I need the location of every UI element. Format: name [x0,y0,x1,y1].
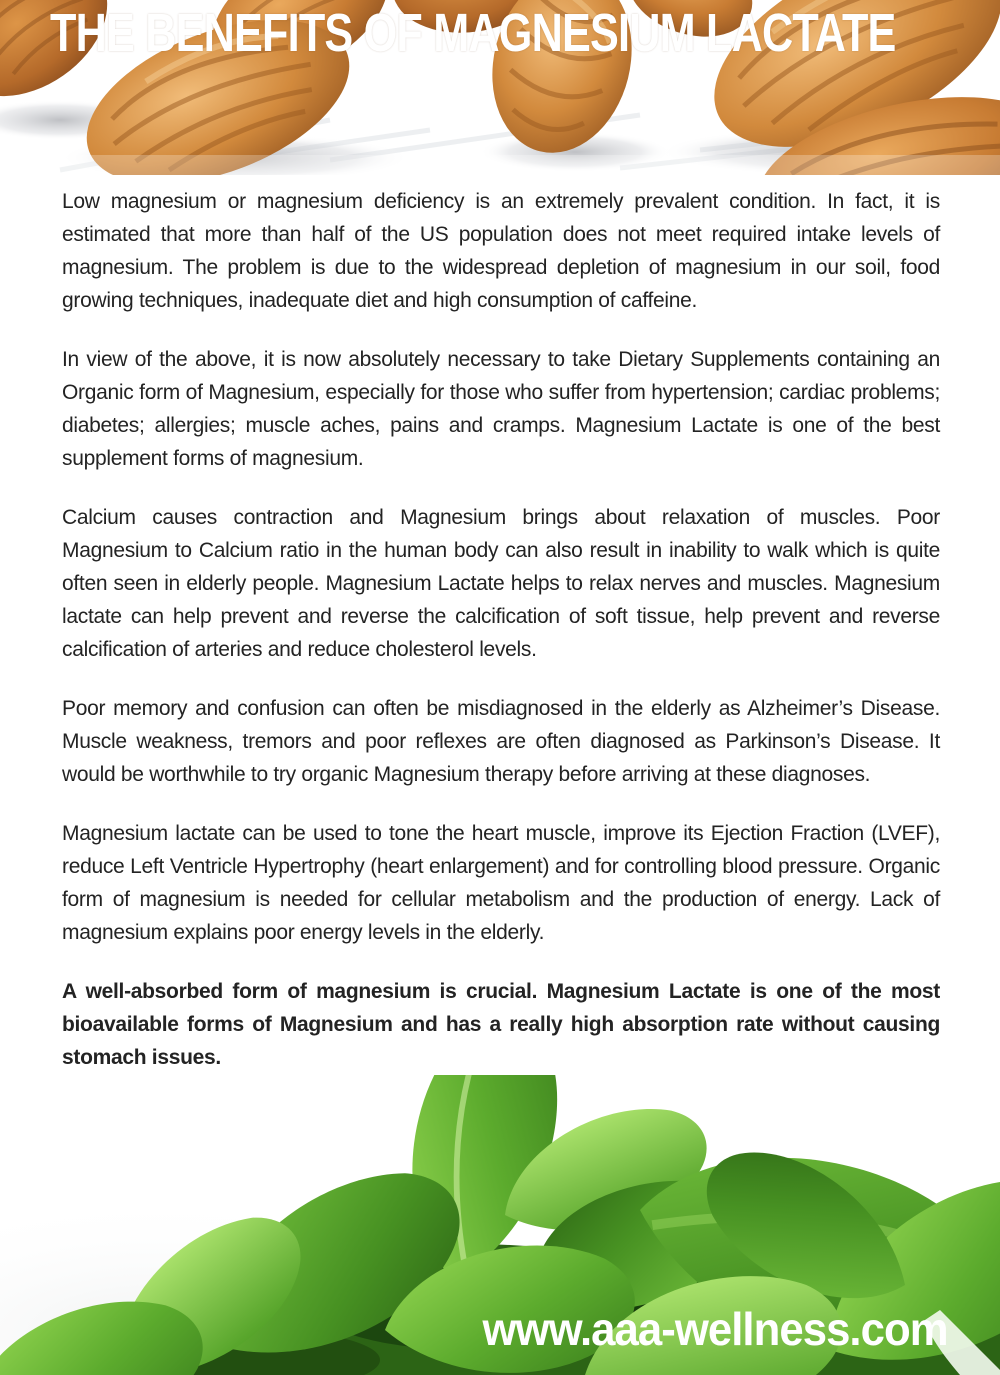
body-paragraph-emphasis: A well-absorbed form of magnesium is crucial. Magnesium Lactate is one of the most bioavailable forms of Magnesium and has a really high absorption rate without causing stomach issues. [62,980,940,1069]
body-paragraph: Low magnesium or magnesium deficiency is an extremely prevalent condition. In fact, it is estimated that more than half of the US population does not meet required intake levels of magnesium. The problem is due to the widespread depletion of magnesium in our soil, food growing techniques, inadequate diet and high consumption of caffeine. [62,190,940,312]
header-banner [0,0,1000,175]
body-paragraph: Poor memory and confusion can often be misdiagnosed in the elderly as Alzheimer’s Disease. Muscle weakness, tremors and poor reflexes are often diagnosed as Parkinson’s Disease. It would be worthwhile to try organic Magnesium therapy before arriving at these diagnoses. [62,697,940,786]
body-paragraph: Magnesium lactate can be used to tone the heart muscle, improve its Ejection Fraction (LVEF), reduce Left Ventricle Hypertrophy (heart enlargement) and for controlling blood pressure. Organic form of magnesium is needed for cellular metabolism and the production of energy. Lack of magnesium explains poor energy levels in the elderly. [62,822,940,944]
body-paragraph: Calcium causes contraction and Magnesium brings about relaxation of muscles. Poor Magnesium to Calcium ratio in the human body can also result in inability to walk which is quite often seen in elderly people. Magnesium Lactate helps to relax nerves and muscles. Magnesium lactate can help prevent and reverse the calcification of soft tissue, help prevent and reverse calcification of arteries and reduce cholesterol levels. [62,506,940,661]
body-paragraph: In view of the above, it is now absolutely necessary to take Dietary Supplements containing an Organic form of Magnesium, especially for those who suffer from hypertension; cardiac problems; diabetes; allergies; muscle aches, pains and cramps. Magnesium Lactate is one of the best supplement forms of magnesium. [62,348,940,470]
page-title: THE BENEFITS OF MAGNESIUM LACTATE [50,3,896,63]
article-body [0,175,1000,1100]
website-url: www.aaa-wellness.com [482,1303,948,1355]
